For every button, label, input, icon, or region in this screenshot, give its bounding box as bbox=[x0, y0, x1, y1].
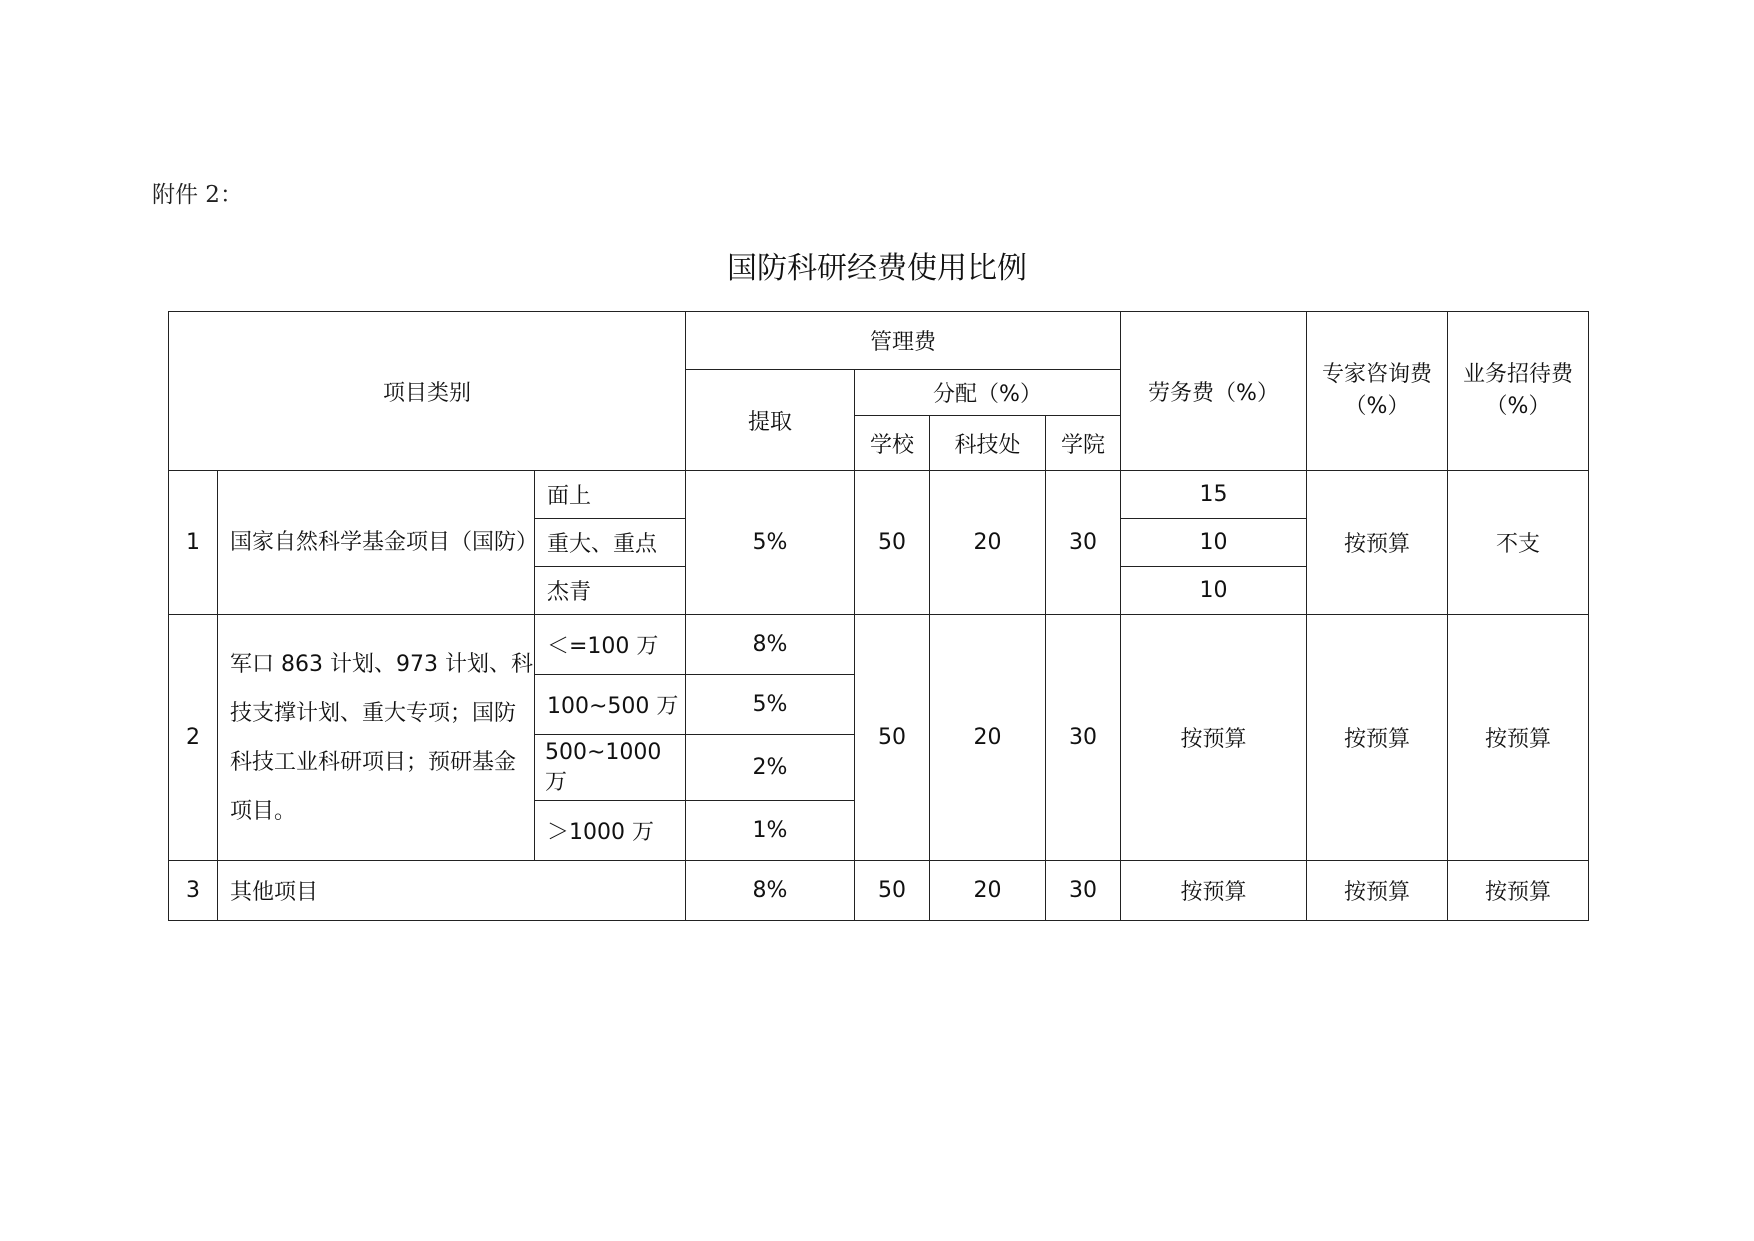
row2-extraction-tier2: 5% bbox=[686, 675, 855, 735]
funding-ratio-table bbox=[168, 311, 1589, 921]
row2-expert: 按预算 bbox=[1307, 615, 1448, 861]
row1-labor-general: 15 bbox=[1121, 471, 1307, 519]
row2-college: 30 bbox=[1046, 615, 1121, 861]
row1-tech-office: 20 bbox=[930, 471, 1046, 615]
row2-extraction-tier3: 2% bbox=[686, 735, 855, 801]
row1-college: 30 bbox=[1046, 471, 1121, 615]
row3-school: 50 bbox=[855, 861, 930, 921]
row2-tech-office: 20 bbox=[930, 615, 1046, 861]
row2-entertainment: 按预算 bbox=[1448, 615, 1589, 861]
row2-sub-tier3: 500~1000 万 bbox=[535, 735, 686, 801]
row3-tech-office: 20 bbox=[930, 861, 1046, 921]
header-extraction: 提取 bbox=[686, 370, 855, 471]
row2-labor: 按预算 bbox=[1121, 615, 1307, 861]
header-labor-fee: 劳务费（%） bbox=[1121, 312, 1307, 471]
row2-sub-tier1: ＜=100 万 bbox=[535, 615, 686, 675]
row1-sub-outstanding: 杰青 bbox=[535, 567, 686, 615]
row2-sub-tier4: ＞1000 万 bbox=[535, 801, 686, 861]
row2-extraction-tier1: 8% bbox=[686, 615, 855, 675]
row1-entertainment: 不支 bbox=[1448, 471, 1589, 615]
row2-extraction-tier4: 1% bbox=[686, 801, 855, 861]
row2-category: 军口 863 计划、973 计划、科技支撑计划、重大专项；国防科技工业科研项目；预研基金项目。 bbox=[218, 615, 535, 861]
header-entertainment-fee: 业务招待费（%） bbox=[1448, 312, 1589, 471]
row3-college: 30 bbox=[1046, 861, 1121, 921]
page-title: 国防科研经费使用比例 bbox=[727, 251, 1027, 286]
header-project-category: 项目类别 bbox=[169, 312, 686, 471]
header-tech-office: 科技处 bbox=[930, 416, 1046, 471]
row3-expert: 按预算 bbox=[1307, 861, 1448, 921]
row2-no: 2 bbox=[169, 615, 218, 861]
row1-labor-major: 10 bbox=[1121, 519, 1307, 567]
row3-entertainment: 按预算 bbox=[1448, 861, 1589, 921]
row1-sub-general: 面上 bbox=[535, 471, 686, 519]
row1-school: 50 bbox=[855, 471, 930, 615]
header-expert-fee: 专家咨询费（%） bbox=[1307, 312, 1448, 471]
row3-extraction: 8% bbox=[686, 861, 855, 921]
row1-no: 1 bbox=[169, 471, 218, 615]
row3-labor: 按预算 bbox=[1121, 861, 1307, 921]
row1-category: 国家自然科学基金项目（国防） bbox=[218, 471, 535, 615]
row3-no: 3 bbox=[169, 861, 218, 921]
row1-extraction: 5% bbox=[686, 471, 855, 615]
row3-category: 其他项目 bbox=[218, 861, 686, 921]
row2-school: 50 bbox=[855, 615, 930, 861]
row1-expert: 按预算 bbox=[1307, 471, 1448, 615]
header-allocation: 分配（%） bbox=[855, 370, 1121, 416]
header-management-fee: 管理费 bbox=[686, 312, 1121, 370]
row2-sub-tier2: 100~500 万 bbox=[535, 675, 686, 735]
header-school: 学校 bbox=[855, 416, 930, 471]
attachment-label: 附件 2： bbox=[152, 182, 243, 208]
row1-labor-outstanding: 10 bbox=[1121, 567, 1307, 615]
header-college: 学院 bbox=[1046, 416, 1121, 471]
row1-sub-major: 重大、重点 bbox=[535, 519, 686, 567]
